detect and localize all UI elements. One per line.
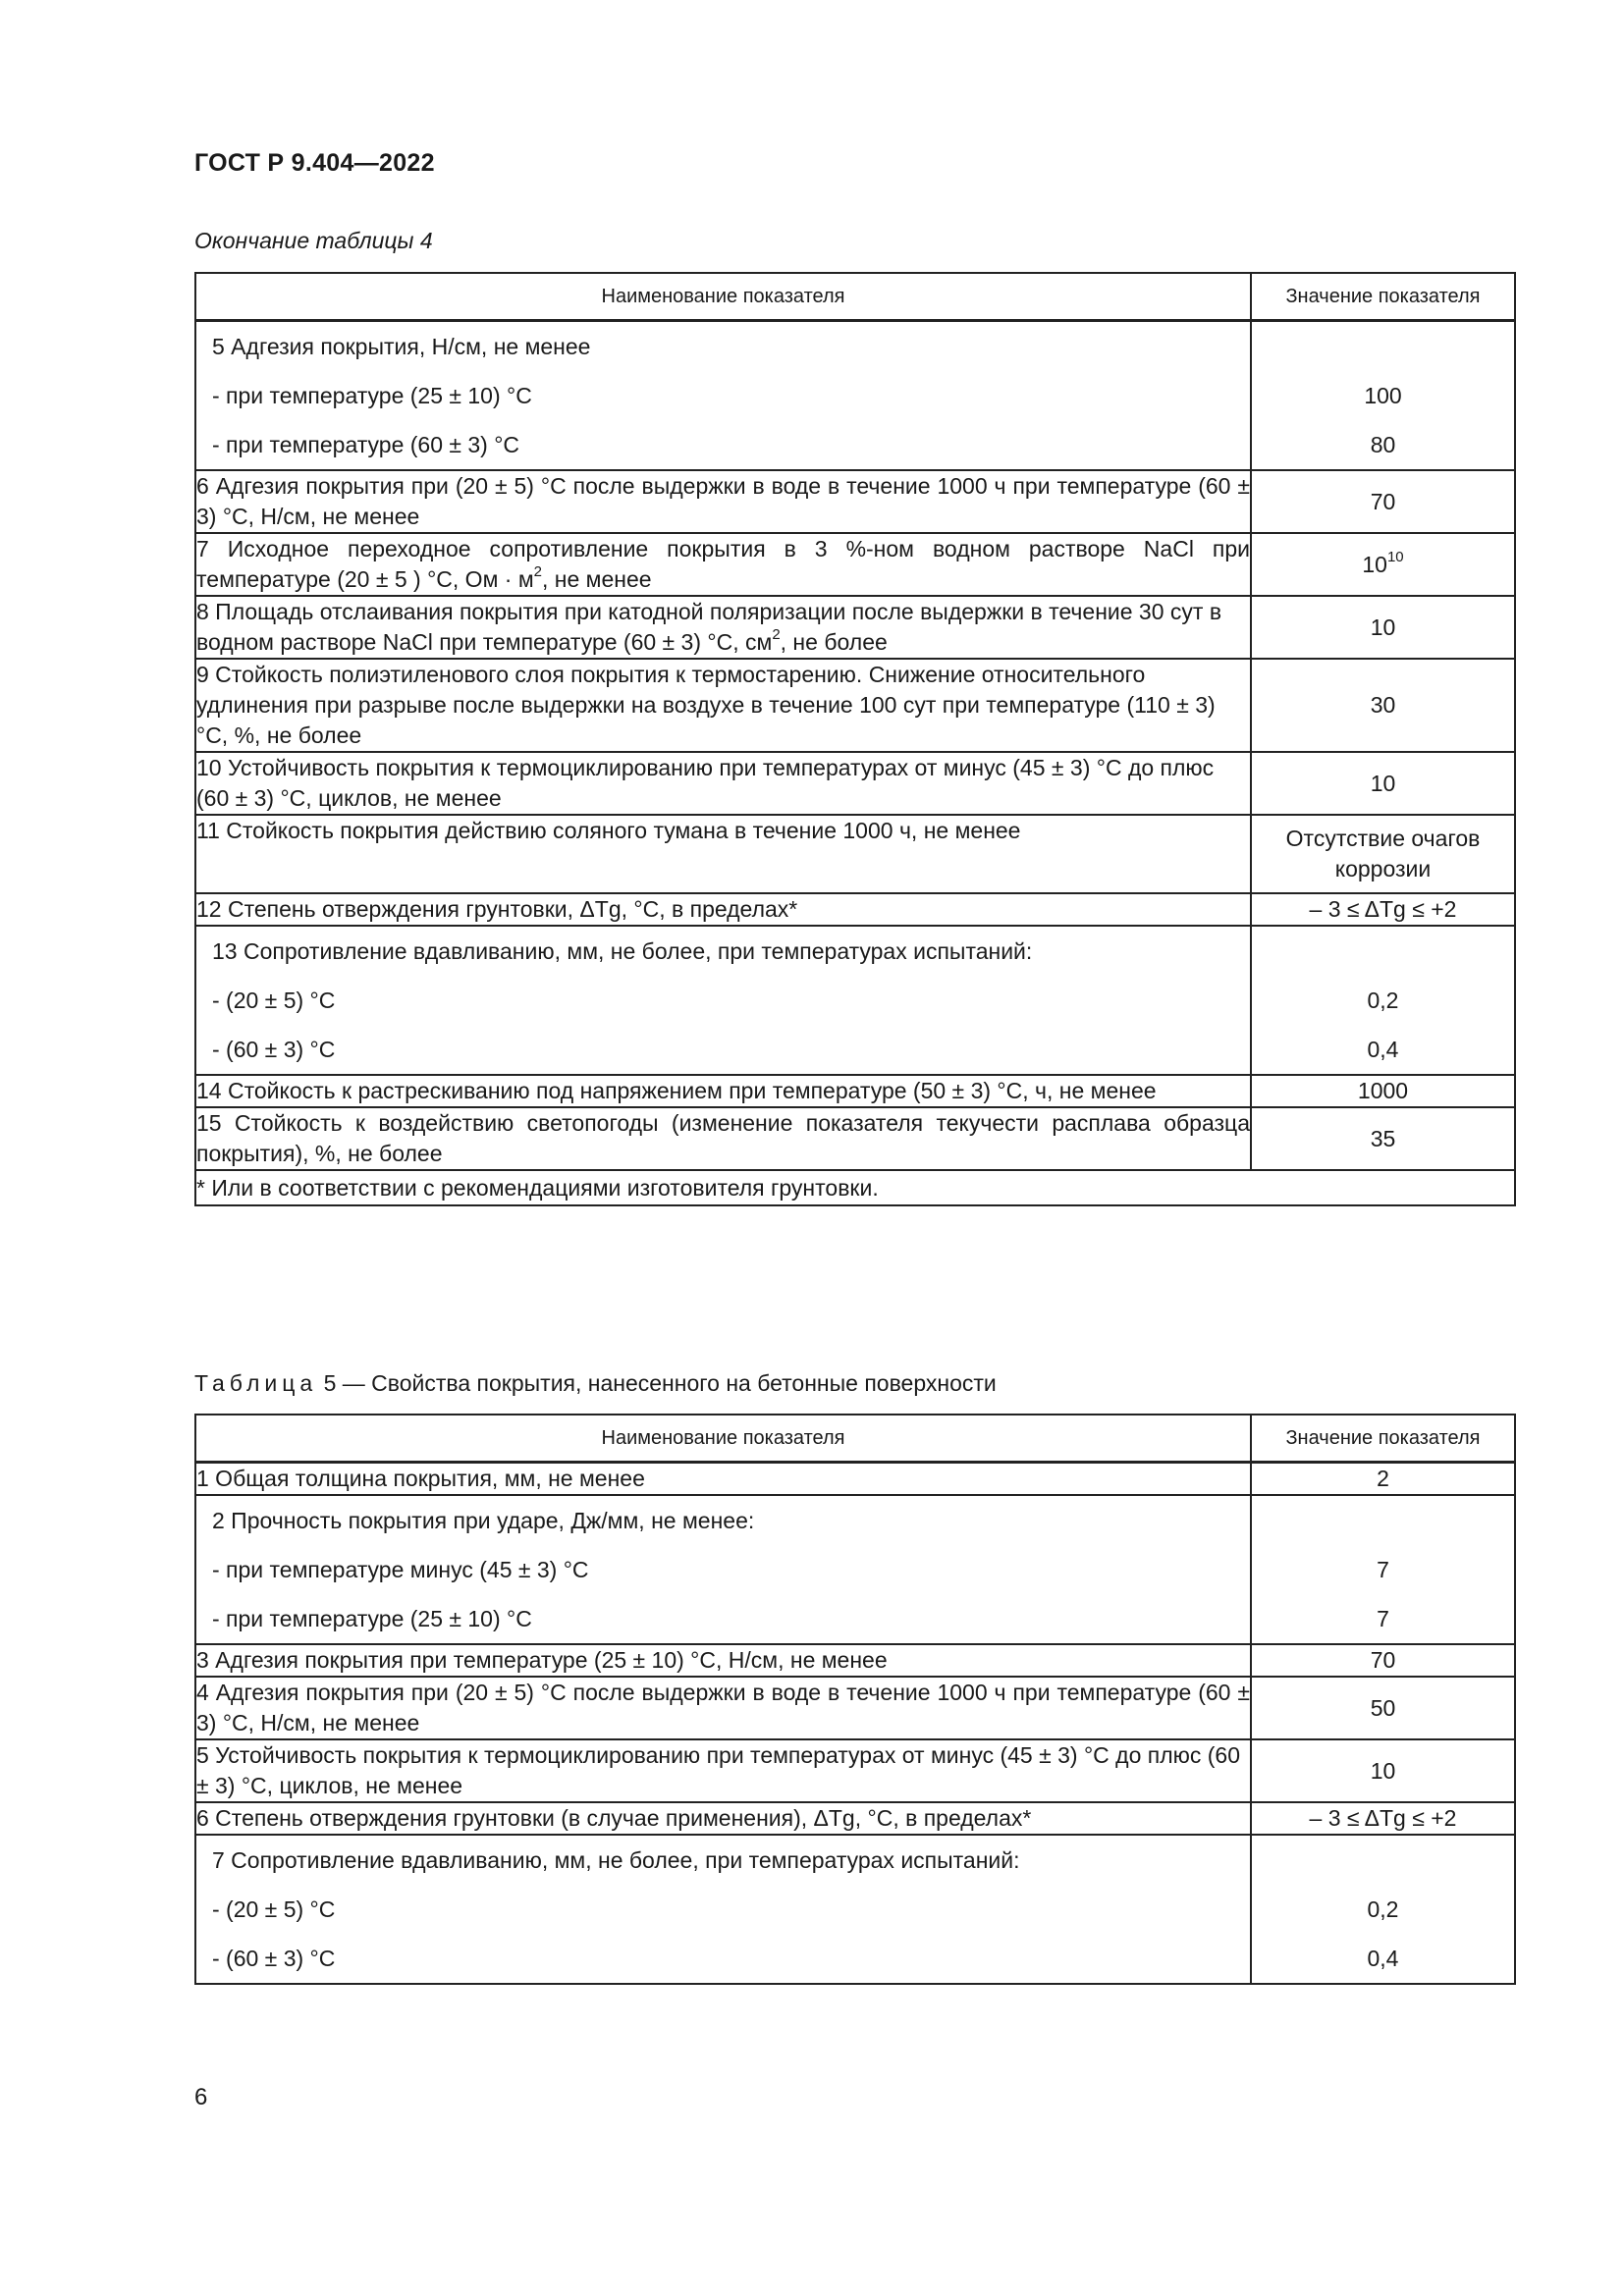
table-row bbox=[195, 1107, 1515, 1170]
column-header-value: Значение показателя bbox=[1251, 1415, 1515, 1463]
table-row bbox=[195, 659, 1515, 752]
row-value: 70 bbox=[1251, 1644, 1515, 1677]
row-value: 10 bbox=[1251, 596, 1515, 659]
row-value: 10 bbox=[1251, 752, 1515, 815]
table-footnote: * Или в соответствии с рекомендациями изготовителя грунтовки. bbox=[195, 1170, 1515, 1205]
column-header-name: Наименование показателя bbox=[195, 273, 1251, 321]
table-row bbox=[195, 1463, 1515, 1496]
row-name: 4 Адгезия покрытия при (20 ± 5) °С после выдержки в воде в течение 1000 ч при температуре (60 ± 3) °С, Н/см, не менее bbox=[195, 1677, 1251, 1739]
row-value: – 3 ≤ ΔTg ≤ +2 bbox=[1251, 893, 1515, 926]
row-name: 6 Адгезия покрытия при (20 ± 5) °С после выдержки в воде в течение 1000 ч при температуре (60 ± 3) °С, Н/см, не менее bbox=[195, 470, 1251, 533]
footnote-row bbox=[195, 1170, 1515, 1205]
row-value: 0,4 bbox=[1367, 1037, 1399, 1062]
row-name: 5 Устойчивость покрытия к термоциклированию при температурах от минус (45 ± 3) °С до плюс (60 ± 3) °С, циклов, не менее bbox=[195, 1739, 1251, 1802]
document-header: ГОСТ Р 9.404—2022 bbox=[194, 149, 435, 177]
row-name: 10 Устойчивость покрытия к термоциклированию при температурах от минус (45 ± 3) °С до плюс (60 ± 3) °С, циклов, не менее bbox=[195, 752, 1251, 815]
row-title: 13 Сопротивление вдавливанию, мм, не более, при температурах испытаний: bbox=[212, 938, 1033, 964]
table-row bbox=[195, 321, 1515, 471]
row-name: 9 Стойкость полиэтиленового слоя покрытия к термостарению. Снижение относительного удлинения при разрыве после выдержки на воздухе в течение 100 сут при температуре (110 ± 3) °С, %, не более bbox=[195, 659, 1251, 752]
row-name: 12 Степень отверждения грунтовки, ΔTg, °С, в пределах* bbox=[195, 893, 1251, 926]
row-name: 14 Стойкость к растрескиванию под напряжением при температуре (50 ± 3) °С, ч, не менее bbox=[195, 1075, 1251, 1107]
row-value: – 3 ≤ ΔTg ≤ +2 bbox=[1251, 1802, 1515, 1835]
table-row bbox=[195, 533, 1515, 596]
table-5 bbox=[194, 1414, 1516, 1985]
table-4 bbox=[194, 272, 1516, 1206]
table-row bbox=[195, 815, 1515, 893]
row-value: 2 bbox=[1251, 1463, 1515, 1496]
table5-caption: Таблица 5 — Свойства покрытия, нанесенного на бетонные поверхности bbox=[194, 1370, 997, 1396]
row-value: 30 bbox=[1251, 659, 1515, 752]
row-subitem: - при температуре (60 ± 3) °С bbox=[212, 432, 520, 457]
row-subitem: - (60 ± 3) °С bbox=[212, 1946, 336, 1971]
row-value: 7 bbox=[1377, 1557, 1389, 1582]
row-subitem: - (20 ± 5) °С bbox=[212, 988, 336, 1013]
row-value: 50 bbox=[1251, 1677, 1515, 1739]
row-value: 1000 bbox=[1251, 1075, 1515, 1107]
row-title: 7 Сопротивление вдавливанию, мм, не более, при температурах испытаний: bbox=[212, 1847, 1020, 1873]
row-value: 35 bbox=[1251, 1107, 1515, 1170]
table-row bbox=[195, 1495, 1515, 1644]
table4-caption: Окончание таблицы 4 bbox=[194, 228, 433, 253]
row-value: 7 bbox=[1377, 1606, 1389, 1631]
row-value: 0,2 bbox=[1367, 988, 1399, 1013]
table-row bbox=[195, 1802, 1515, 1835]
table-row bbox=[195, 752, 1515, 815]
row-subitem: - (20 ± 5) °С bbox=[212, 1896, 336, 1922]
table-row bbox=[195, 470, 1515, 533]
table-row bbox=[195, 1739, 1515, 1802]
table-header-row bbox=[195, 273, 1515, 321]
row-value: Отсутствие очагов коррозии bbox=[1251, 815, 1515, 893]
table-row bbox=[195, 926, 1515, 1075]
row-title: 5 Адгезия покрытия, Н/см, не менее bbox=[212, 334, 591, 359]
table-row bbox=[195, 596, 1515, 659]
row-value: 70 bbox=[1251, 470, 1515, 533]
table-row bbox=[195, 1835, 1515, 1984]
row-subitem: - (60 ± 3) °С bbox=[212, 1037, 336, 1062]
row-title: 2 Прочность покрытия при ударе, Дж/мм, не менее: bbox=[212, 1508, 755, 1533]
table-row bbox=[195, 1677, 1515, 1739]
row-name: 6 Степень отверждения грунтовки (в случае применения), ΔTg, °С, в пределах* bbox=[195, 1802, 1251, 1835]
table-row bbox=[195, 1075, 1515, 1107]
row-subitem: - при температуре минус (45 ± 3) °С bbox=[212, 1557, 589, 1582]
row-value: 100 bbox=[1364, 383, 1402, 408]
page-number: 6 bbox=[194, 2084, 208, 2110]
row-name: 8 Площадь отслаивания покрытия при катодной поляризации после выдержки в течение 30 сут в водном растворе NaCl при температуре (60 ± 3) °С, $см^2$, не более bbox=[195, 596, 1251, 659]
column-header-value: Значение показателя bbox=[1251, 273, 1515, 321]
table-row bbox=[195, 893, 1515, 926]
column-header-name: Наименование показателя bbox=[195, 1415, 1251, 1463]
row-name: 3 Адгезия покрытия при температуре (25 ± 10) °С, Н/см, не менее bbox=[195, 1644, 1251, 1677]
row-name: 11 Стойкость покрытия действию соляного тумана в течение 1000 ч, не менее bbox=[195, 815, 1251, 893]
row-subitem: - при температуре (25 ± 10) °С bbox=[212, 383, 532, 408]
row-value: 0,2 bbox=[1367, 1896, 1399, 1922]
row-value: 0,4 bbox=[1367, 1946, 1399, 1971]
row-name: 1 Общая толщина покрытия, мм, не менее bbox=[195, 1463, 1251, 1496]
row-name: 7 Исходное переходное сопротивление покрытия в 3 %-ном водном растворе NaCl при температуре (20 ± 5 ) °С, Ом · $м^2$, не менее bbox=[195, 533, 1251, 596]
table-row bbox=[195, 1644, 1515, 1677]
row-value: 10 bbox=[1251, 1739, 1515, 1802]
row-subitem: - при температуре (25 ± 10) °С bbox=[212, 1606, 532, 1631]
row-value: $10^{10}$ bbox=[1251, 533, 1515, 596]
table-header-row bbox=[195, 1415, 1515, 1463]
row-value: 80 bbox=[1370, 432, 1396, 457]
row-name: 15 Стойкость к воздействию светопогоды (изменение показателя текучести расплава образца покрытия), %, не более bbox=[195, 1107, 1251, 1170]
